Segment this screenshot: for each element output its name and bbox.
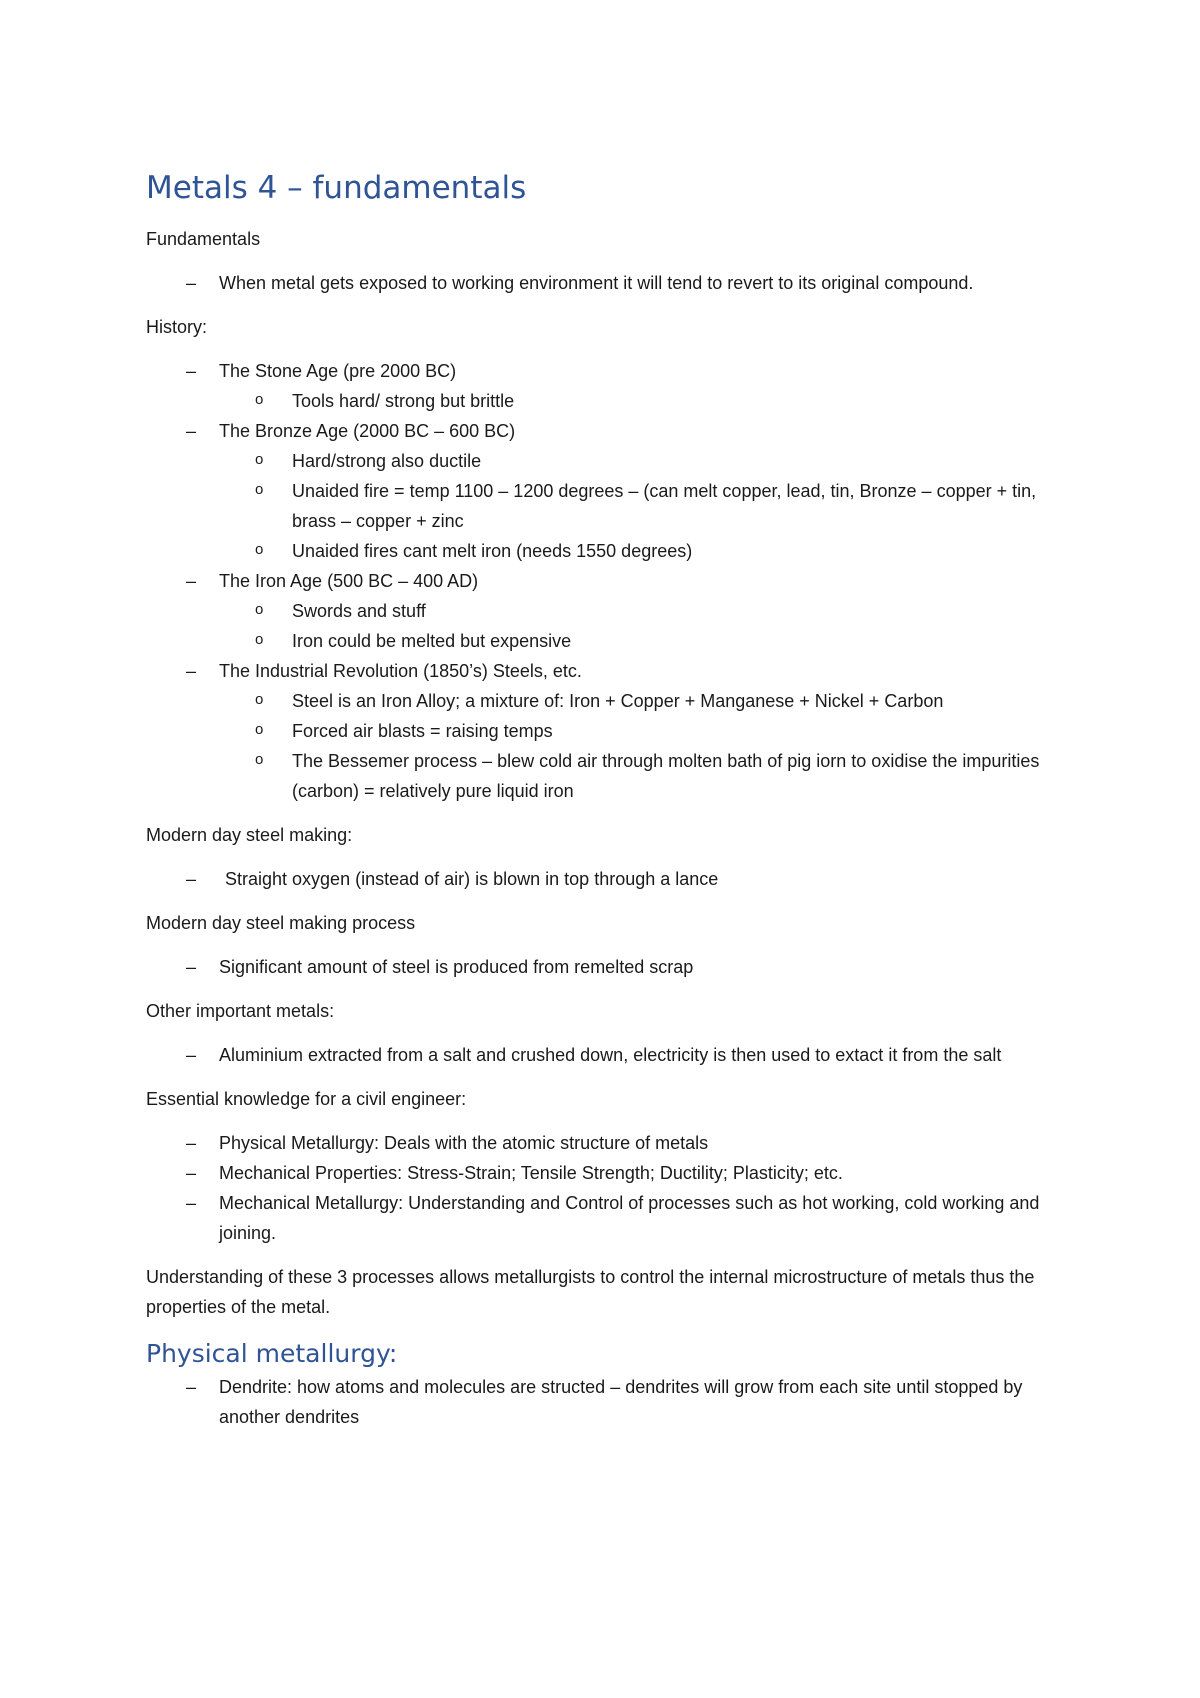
section-heading-fundamentals: Fundamentals [146, 229, 261, 249]
dash-bullet: – [186, 1193, 197, 1213]
sub-list [219, 386, 1066, 416]
sub-list-item: o Tools hard/ strong but brittle [219, 386, 1066, 416]
list-item: – Mechanical Properties: Stress-Strain; Tensile Strength; Ductility; Plasticity; etc. [146, 1158, 1066, 1188]
sub-list-item: o Hard/strong also ductile [219, 446, 1066, 476]
physical-list [146, 1372, 1066, 1432]
dash-bullet: – [186, 273, 197, 293]
sub-list [219, 596, 1066, 656]
summary-paragraph: Understanding of these 3 processes allows metallurgists to control the internal microstructure of metals thus the properties of the metal. [146, 1267, 1035, 1317]
dash-bullet: – [186, 1045, 197, 1065]
list-item: – Dendrite: how atoms and molecules are structed – dendrites will grow from each site until stopped by another dendrites [146, 1372, 1066, 1432]
dash-bullet: – [186, 869, 197, 889]
other-metals-list [146, 1040, 1066, 1070]
list-item: – Straight oxygen (instead of air) is blown in top through a lance [146, 864, 1066, 894]
circle-bullet: o [255, 481, 264, 498]
circle-bullet: o [255, 601, 264, 618]
section-heading-other-metals: Other important metals: [146, 1001, 335, 1021]
circle-bullet: o [255, 391, 264, 408]
sub-list [219, 446, 1066, 566]
list-item: – Physical Metallurgy: Deals with the atomic structure of metals [146, 1128, 1066, 1158]
section-heading-history: History: [146, 317, 208, 337]
dash-bullet: – [186, 361, 197, 381]
circle-bullet: o [255, 631, 264, 648]
sub-list-item: o The Bessemer process – blew cold air through molten bath of pig iorn to oxidise the impurities (carbon) = relatively pure liquid iron [219, 746, 1066, 806]
sub-list [219, 686, 1066, 806]
section-heading-essential: Essential knowledge for a civil engineer: [146, 1089, 467, 1109]
document-body [146, 168, 1066, 1446]
dash-bullet: – [186, 1377, 197, 1397]
page-title: Metals 4 – fundamentals [146, 170, 527, 206]
list-item: – Mechanical Metallurgy: Understanding and Control of processes such as hot working, cold working and joining. [146, 1188, 1066, 1248]
circle-bullet: o [255, 751, 264, 768]
list-item: – Significant amount of steel is produced from remelted scrap [146, 952, 1066, 982]
section-heading-physical-metallurgy: Physical metallurgy: [146, 1339, 398, 1368]
sub-list-item: o Iron could be melted but expensive [219, 626, 1066, 656]
sub-list-item: o Forced air blasts = raising temps [219, 716, 1066, 746]
dash-bullet: – [186, 957, 197, 977]
dash-bullet: – [186, 421, 197, 441]
list-item: – The Iron Age (500 BC – 400 AD) o Swords and stuff o Iron could be melted but expensive [146, 566, 1066, 656]
list-item: – The Bronze Age (2000 BC – 600 BC) o Hard/strong also ductile o Unaided fire = temp 1100 – 1200 degrees – (can melt copper, lead, tin, Bronze – copper + tin, brass – copper + zinc o Unaided fires cant melt iron (needs 1550 degrees) [146, 416, 1066, 566]
sub-list-item: o Unaided fires cant melt iron (needs 1550 degrees) [219, 536, 1066, 566]
dash-bullet: – [186, 571, 197, 591]
modern-process-list [146, 952, 1066, 982]
dash-bullet: – [186, 1163, 197, 1183]
dash-bullet: – [186, 1133, 197, 1153]
list-item: – When metal gets exposed to working environment it will tend to revert to its original compound. [146, 268, 1066, 298]
sub-list-item: o Unaided fire = temp 1100 – 1200 degrees – (can melt copper, lead, tin, Bronze – copper + tin, brass – copper + zinc [219, 476, 1066, 536]
circle-bullet: o [255, 541, 264, 558]
essential-list [146, 1128, 1066, 1248]
circle-bullet: o [255, 691, 264, 708]
fundamentals-list [146, 268, 1066, 298]
section-heading-modern-process: Modern day steel making process [146, 913, 416, 933]
list-item: – Aluminium extracted from a salt and crushed down, electricity is then used to extact it from the salt [146, 1040, 1066, 1070]
sub-list-item: o Steel is an Iron Alloy; a mixture of: Iron + Copper + Manganese + Nickel + Carbon [219, 686, 1066, 716]
section-heading-modern: Modern day steel making: [146, 825, 353, 845]
circle-bullet: o [255, 451, 264, 468]
list-item: – The Industrial Revolution (1850’s) Steels, etc. o Steel is an Iron Alloy; a mixture of: Iron + Copper + Manganese + Nickel + Carbon o Forced air blasts = raising temps o The Bessemer process – blew cold air through molten bath of pig iorn to oxidise the impurities (carbon) = relatively pure liquid iron [146, 656, 1066, 806]
list-item: – The Stone Age (pre 2000 BC) o Tools hard/ strong but brittle [146, 356, 1066, 416]
sub-list-item: o Swords and stuff [219, 596, 1066, 626]
dash-bullet: – [186, 661, 197, 681]
modern-list [146, 864, 1066, 894]
circle-bullet: o [255, 721, 264, 738]
history-list [146, 356, 1066, 806]
